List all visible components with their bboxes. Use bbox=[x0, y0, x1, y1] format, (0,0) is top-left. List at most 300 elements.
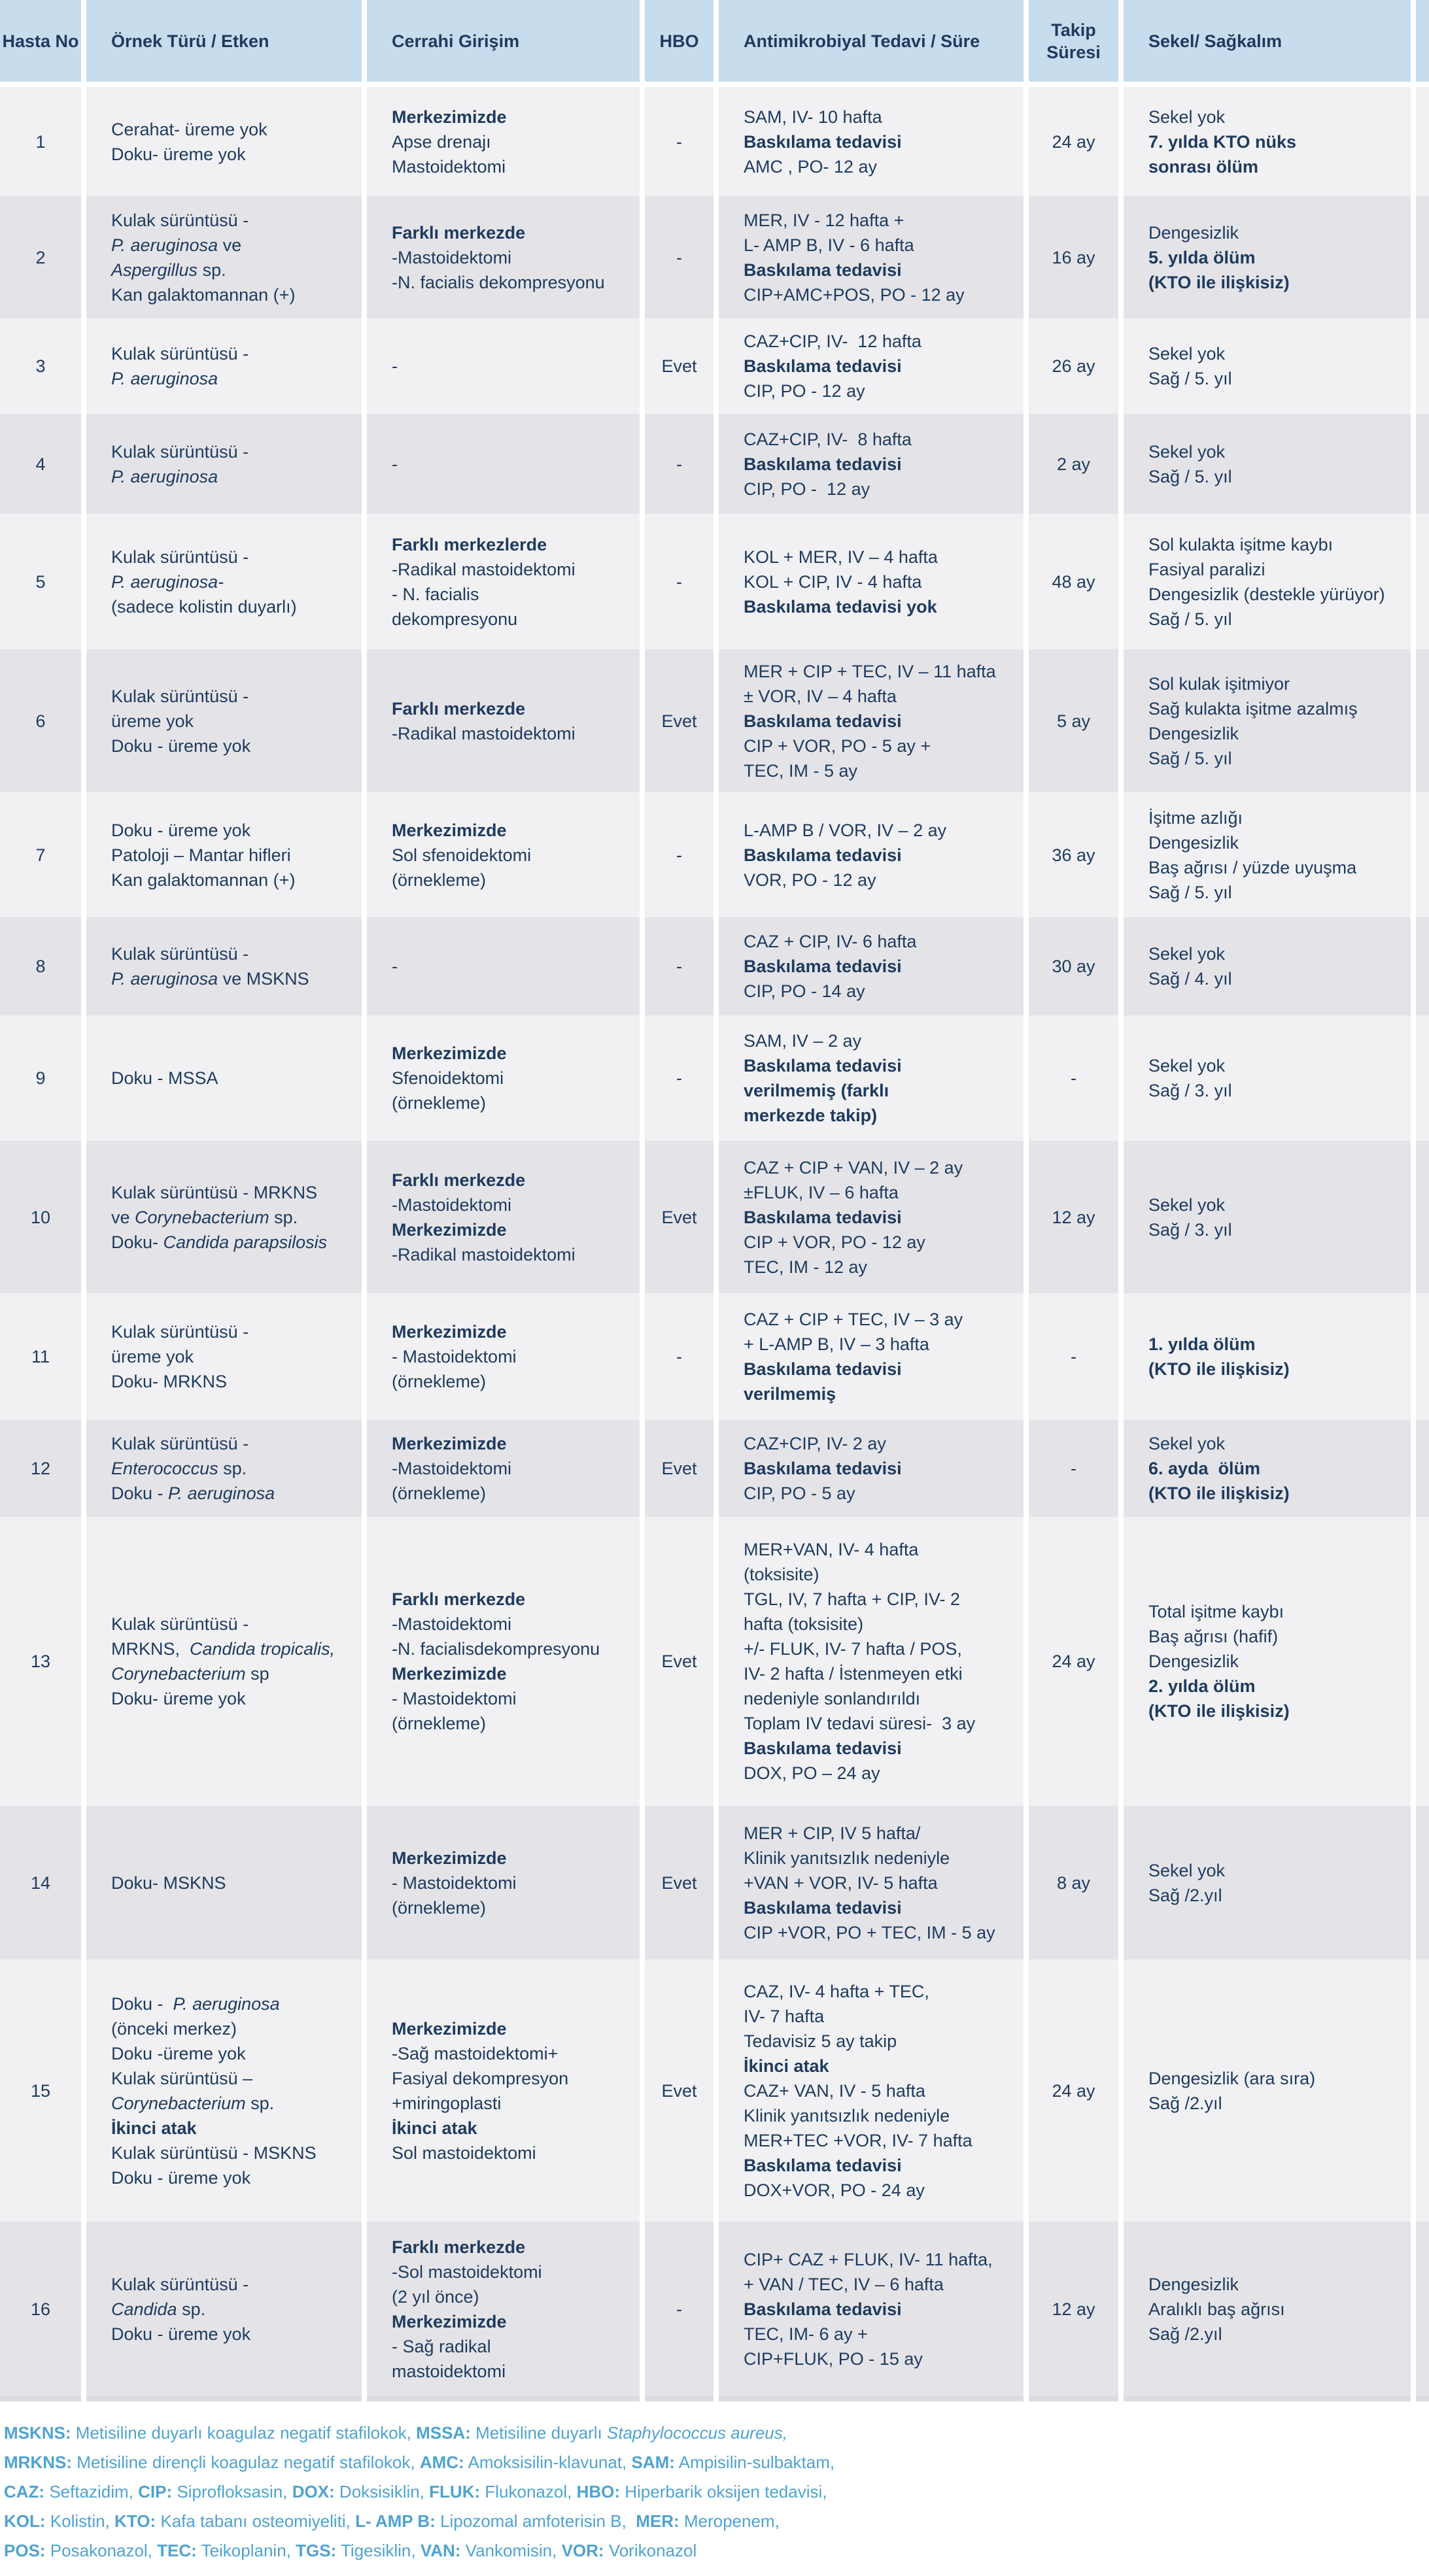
text-line: P. aeruginosa bbox=[111, 369, 218, 388]
text-line: Sol mastoidektomi bbox=[392, 2143, 536, 2163]
cell-ornek-turu bbox=[86, 1806, 362, 1959]
text-line: Sağ / 5. yıl bbox=[1148, 882, 1232, 902]
table-row-16 bbox=[0, 2222, 1429, 2401]
text-line: Merkezimizde bbox=[392, 1434, 507, 1453]
cell-antimikrobiyal-tedavi bbox=[719, 196, 1024, 318]
cell-hbo: Evet bbox=[645, 1420, 714, 1517]
text-line: Baskılama tedavisi bbox=[744, 711, 902, 731]
cell-edge-sliver bbox=[1416, 649, 1429, 792]
cell-takip-suresi: 26 ay bbox=[1029, 318, 1118, 414]
text-line: - bbox=[392, 454, 398, 474]
text-line: Doku- MSKNS bbox=[111, 1873, 226, 1893]
cell-hasta-no: 9 bbox=[0, 1015, 81, 1141]
table-row-3 bbox=[0, 318, 1429, 414]
cell-hasta-no: 6 bbox=[0, 649, 81, 792]
cell-sekel-sagkalim bbox=[1124, 1517, 1411, 1806]
text-line: CIP, PO - 5 ay bbox=[744, 1483, 855, 1503]
text-line: Candida sp. bbox=[111, 2299, 206, 2319]
cell-sekel-sagkalim bbox=[1124, 2222, 1411, 2401]
cell-hasta-no: 8 bbox=[0, 917, 81, 1015]
text-line: TEC, IM- 6 ay + bbox=[744, 2324, 868, 2344]
cell-cerrahi-girisim bbox=[367, 1959, 640, 2222]
text-line: KOL + CIP, IV - 4 hafta bbox=[744, 571, 922, 592]
text-line: İşitme azlığı bbox=[1148, 807, 1243, 828]
text-line: -N. facialis dekompresyonu bbox=[392, 272, 605, 292]
text-line: CAZ + CIP, IV- 6 hafta bbox=[744, 932, 917, 951]
cell-edge-sliver bbox=[1416, 1293, 1429, 1420]
cell-edge-sliver bbox=[1416, 917, 1429, 1015]
text-line: Farklı merkezde bbox=[392, 1170, 526, 1190]
cell-hbo: - bbox=[645, 2222, 714, 2401]
text-line: MER + CIP + TEC, IV – 11 hafta bbox=[744, 661, 996, 681]
text-line: Sağ / 5. yıl bbox=[1148, 466, 1232, 486]
text-line: (örnekleme) bbox=[392, 1714, 487, 1733]
text-line: Merkezimizde bbox=[392, 2311, 507, 2331]
text-line: DOX, PO – 24 ay bbox=[744, 1763, 880, 1783]
cell-hasta-no: 2 bbox=[0, 196, 81, 318]
cell-hbo: - bbox=[645, 414, 714, 514]
text-line: Patoloji – Mantar hifleri bbox=[111, 845, 291, 865]
cell-cerrahi-girisim bbox=[367, 1293, 640, 1420]
text-line: Doku -üreme yok bbox=[111, 2043, 246, 2063]
text-line: İkinci atak bbox=[111, 2118, 197, 2138]
text-line: Kulak sürüntüsü - bbox=[111, 1322, 249, 1342]
text-line: Dengesizlik (ara sıra) bbox=[1148, 2068, 1316, 2088]
text-line: + L-AMP B, IV – 3 hafta bbox=[744, 1334, 929, 1354]
text-line: Enterococcus sp. bbox=[111, 1459, 247, 1478]
text-line: ± VOR, IV – 4 hafta bbox=[744, 686, 897, 706]
text-line: Merkezimizde bbox=[392, 1664, 507, 1684]
text-line: VOR, PO - 12 ay bbox=[744, 870, 876, 890]
text-line: -Radikal mastoidektomi bbox=[392, 1244, 576, 1264]
cell-antimikrobiyal-tedavi bbox=[719, 917, 1024, 1015]
text-line: Farklı merkezde bbox=[392, 222, 526, 243]
text-line: Farklı merkezde bbox=[392, 2237, 526, 2257]
text-line: Sekel yok bbox=[1148, 944, 1226, 964]
text-line: TEC, IM - 5 ay bbox=[744, 760, 858, 781]
text-line: + VAN / TEC, IV – 6 hafta bbox=[744, 2274, 944, 2294]
cell-hasta-no: 3 bbox=[0, 318, 81, 414]
cell-sekel-sagkalim bbox=[1124, 514, 1411, 649]
text-line: CAZ, IV- 4 hafta + TEC, bbox=[744, 1981, 929, 2001]
text-line: verilmemiş (farklı bbox=[744, 1081, 889, 1100]
text-line: Sağ / 5. yıl bbox=[1148, 609, 1232, 629]
text-line: -Mastoidektomi bbox=[392, 247, 512, 267]
cell-antimikrobiyal-tedavi bbox=[719, 87, 1024, 196]
text-line: Kulak sürüntüsü - bbox=[111, 1614, 249, 1634]
text-line: Baş ağrısı (hafif) bbox=[1148, 1627, 1279, 1646]
cell-takip-suresi: 48 ay bbox=[1029, 514, 1118, 649]
cell-cerrahi-girisim bbox=[367, 792, 640, 917]
cell-antimikrobiyal-tedavi bbox=[719, 1141, 1024, 1293]
text-line: Sağ / 4. yıl bbox=[1148, 969, 1232, 989]
text-line: Corynebacterium sp. bbox=[111, 2093, 275, 2113]
cell-antimikrobiyal-tedavi bbox=[719, 2222, 1024, 2401]
text-line: TEC, IM - 12 ay bbox=[744, 1257, 868, 1277]
cell-hbo: Evet bbox=[645, 1959, 714, 2222]
text-line: Sfenoidektomi bbox=[392, 1068, 504, 1088]
cell-takip-suresi: 2 ay bbox=[1029, 414, 1118, 514]
text-line: CAZ+ VAN, IV - 5 hafta bbox=[744, 2080, 925, 2101]
text-line: P. aeruginosa- bbox=[111, 571, 224, 592]
text-line: Tedavisiz 5 ay takip bbox=[744, 2031, 897, 2051]
text-line: Sekel yok bbox=[1148, 344, 1226, 364]
cell-antimikrobiyal-tedavi bbox=[719, 514, 1024, 649]
text-line: Baskılama tedavisi bbox=[744, 845, 902, 865]
text-line: CIP, PO - 14 ay bbox=[744, 981, 865, 1001]
cell-ornek-turu bbox=[86, 414, 362, 514]
text-line: hafta (toksisite) bbox=[744, 1614, 864, 1634]
cell-takip-suresi: 24 ay bbox=[1029, 87, 1118, 196]
text-line: Cerahat- üreme yok bbox=[111, 119, 267, 139]
text-line: (KTO ile ilişkisiz) bbox=[1148, 1359, 1290, 1379]
cell-takip-suresi: 30 ay bbox=[1029, 917, 1118, 1015]
text-line: İkinci atak bbox=[392, 2118, 477, 2138]
text-line: Sağ / 5. yıl bbox=[1148, 369, 1232, 388]
text-line: +VAN + VOR, IV- 5 hafta bbox=[744, 1873, 938, 1893]
text-line: Doku - MSSA bbox=[111, 1068, 218, 1088]
text-line: CIP + VOR, PO - 12 ay bbox=[744, 1232, 925, 1252]
cell-hasta-no: 5 bbox=[0, 514, 81, 649]
text-line: CIP + VOR, PO - 5 ay + bbox=[744, 736, 931, 756]
cell-ornek-turu bbox=[86, 649, 362, 792]
cell-sekel-sagkalim bbox=[1124, 196, 1411, 318]
text-line: Doku - P. aeruginosa bbox=[111, 1483, 275, 1503]
text-line: IV- 7 hafta bbox=[744, 2006, 825, 2026]
cell-sekel-sagkalim bbox=[1124, 1293, 1411, 1420]
cell-antimikrobiyal-tedavi bbox=[719, 1517, 1024, 1806]
text-line: CIP+FLUK, PO - 15 ay bbox=[744, 2348, 923, 2369]
cell-takip-suresi: 12 ay bbox=[1029, 2222, 1118, 2401]
cell-takip-suresi: - bbox=[1029, 1015, 1118, 1141]
text-line: Baskılama tedavisi bbox=[744, 260, 902, 280]
text-line: Sağ / 3. yıl bbox=[1148, 1219, 1232, 1240]
text-line: CAZ + CIP + VAN, IV – 2 ay bbox=[744, 1157, 963, 1178]
table-row-2 bbox=[0, 196, 1429, 318]
text-line: Toplam IV tedavi süresi- 3 ay bbox=[744, 1714, 976, 1733]
cell-hasta-no: 13 bbox=[0, 1517, 81, 1806]
col-header-takip-suresi: Takip Süresi bbox=[1029, 0, 1118, 82]
text-line: -Mastoidektomi bbox=[392, 1459, 512, 1478]
footnote-line: KOL: Kolistin, KTO: Kafa tabanı osteomiyeliti, L- AMP B: Lipozomal amfoterisin B, MER: Meropenem, bbox=[4, 2511, 780, 2531]
text-line: MER+VAN, IV- 4 hafta bbox=[744, 1540, 919, 1559]
text-line: - Mastoidektomi bbox=[392, 1347, 517, 1366]
table-row-9 bbox=[0, 1015, 1429, 1141]
text-line: -Radikal mastoidektomi bbox=[392, 723, 576, 743]
text-line: Aralıklı baş ağrısı bbox=[1148, 2299, 1285, 2319]
text-line: Merkezimizde bbox=[392, 1322, 507, 1342]
text-line: CIP, PO - 12 ay bbox=[744, 381, 865, 401]
text-line: Sağ /2.yıl bbox=[1148, 1885, 1222, 1905]
text-line: Doku - P. aeruginosa bbox=[111, 1993, 280, 2014]
text-line: Baskılama tedavisi bbox=[744, 1359, 902, 1379]
text-line: Merkezimizde bbox=[392, 1219, 507, 1240]
text-line: - Mastoidektomi bbox=[392, 1873, 517, 1893]
cell-antimikrobiyal-tedavi bbox=[719, 1420, 1024, 1517]
text-line: Dengesizlik (destekle yürüyor) bbox=[1148, 584, 1385, 604]
text-line: Sağ /2.yıl bbox=[1148, 2093, 1222, 2113]
text-line: 1. yılda ölüm bbox=[1148, 1334, 1256, 1354]
text-line: Fasiyal paralizi bbox=[1148, 559, 1265, 579]
cell-sekel-sagkalim bbox=[1124, 1959, 1411, 2222]
text-line: TGL, IV, 7 hafta + CIP, IV- 2 bbox=[744, 1589, 960, 1609]
text-line: Baskılama tedavisi bbox=[744, 1207, 902, 1227]
cell-hasta-no: 14 bbox=[0, 1806, 81, 1959]
cell-cerrahi-girisim bbox=[367, 1517, 640, 1806]
text-line: -N. facialisdekompresyonu bbox=[392, 1639, 600, 1659]
footnote-line: POS: Posakonazol, TEC: Teikoplanin, TGS: Tigesiklin, VAN: Vankomisin, VOR: Vorikonazol bbox=[4, 2541, 697, 2560]
cell-ornek-turu bbox=[86, 792, 362, 917]
text-line: CIP+AMC+POS, PO - 12 ay bbox=[744, 284, 965, 305]
cell-hbo: - bbox=[645, 792, 714, 917]
text-line: Doku- üreme yok bbox=[111, 1689, 246, 1708]
text-line: Dengesizlik bbox=[1148, 1652, 1239, 1671]
cell-antimikrobiyal-tedavi bbox=[719, 792, 1024, 917]
cell-cerrahi-girisim bbox=[367, 2222, 640, 2401]
text-line: Farklı merkezlerde bbox=[392, 534, 547, 554]
cell-edge-sliver bbox=[1416, 1517, 1429, 1806]
text-line: Kulak sürüntüsü - bbox=[111, 686, 249, 706]
cell-sekel-sagkalim bbox=[1124, 318, 1411, 414]
cell-hbo: Evet bbox=[645, 1141, 714, 1293]
table-row-4 bbox=[0, 414, 1429, 514]
text-line: Baskılama tedavisi bbox=[744, 1459, 902, 1478]
text-line: Mastoidektomi bbox=[392, 156, 506, 177]
cell-sekel-sagkalim bbox=[1124, 792, 1411, 917]
text-line: Sekel yok bbox=[1148, 107, 1226, 127]
text-line: Sekel yok bbox=[1148, 1056, 1226, 1076]
cell-cerrahi-girisim bbox=[367, 1015, 640, 1141]
cell-ornek-turu bbox=[86, 1517, 362, 1806]
col-header-hasta-no: Hasta No bbox=[0, 0, 81, 82]
cell-sekel-sagkalim bbox=[1124, 87, 1411, 196]
cell-ornek-turu bbox=[86, 1141, 362, 1293]
cell-ornek-turu bbox=[86, 1293, 362, 1420]
cell-ornek-turu bbox=[86, 318, 362, 414]
text-line: P. aeruginosa ve MSKNS bbox=[111, 969, 309, 989]
text-line: İkinci atak bbox=[744, 2056, 829, 2076]
text-line: Baskılama tedavisi bbox=[744, 454, 902, 474]
table-row-15 bbox=[0, 1959, 1429, 2222]
cell-cerrahi-girisim bbox=[367, 1141, 640, 1293]
text-line: IV- 2 hafta / İstenmeyen etki bbox=[744, 1664, 963, 1684]
cell-ornek-turu bbox=[86, 1015, 362, 1141]
cell-sekel-sagkalim bbox=[1124, 1141, 1411, 1293]
text-line: Baskılama tedavisi bbox=[744, 1056, 902, 1076]
cell-sekel-sagkalim bbox=[1124, 414, 1411, 514]
text-line: MER + CIP, IV 5 hafta/ bbox=[744, 1823, 921, 1843]
text-line: 5. yılda ölüm bbox=[1148, 247, 1256, 267]
text-line: Apse drenajı bbox=[392, 131, 491, 152]
text-line: KOL + MER, IV – 4 hafta bbox=[744, 547, 938, 567]
cell-edge-sliver bbox=[1416, 87, 1429, 196]
footnote-line: MSKNS: Metisiline duyarlı koagulaz negatif stafilokok, MSSA: Metisiline duyarlı Staphylococcus aureus, bbox=[4, 2423, 787, 2443]
text-line: Sağ / 3. yıl bbox=[1148, 1081, 1232, 1100]
text-line: SAM, IV – 2 ay bbox=[744, 1031, 862, 1051]
text-line: - bbox=[392, 957, 398, 976]
text-line: - Sağ radikal bbox=[392, 2336, 491, 2356]
text-line: (sadece kolistin duyarlı) bbox=[111, 596, 297, 617]
cell-ornek-turu bbox=[86, 2222, 362, 2401]
table-row-8 bbox=[0, 917, 1429, 1015]
table-row-12 bbox=[0, 1420, 1429, 1517]
text-line: (örnekleme) bbox=[392, 1093, 487, 1113]
table-row-13 bbox=[0, 1517, 1429, 1806]
cell-hasta-no: 15 bbox=[0, 1959, 81, 2222]
table-row-5 bbox=[0, 514, 1429, 649]
cell-ornek-turu bbox=[86, 1959, 362, 2222]
text-line: 7. yılda KTO nüks bbox=[1148, 131, 1297, 152]
text-line: Doku- MRKNS bbox=[111, 1372, 228, 1391]
table-row-7 bbox=[0, 792, 1429, 917]
text-line: Corynebacterium sp bbox=[111, 1664, 269, 1684]
cell-hbo: - bbox=[645, 196, 714, 318]
text-line: (KTO ile ilişkisiz) bbox=[1148, 272, 1290, 292]
text-line: AMC , PO- 12 ay bbox=[744, 156, 878, 177]
cell-edge-sliver bbox=[1416, 414, 1429, 514]
text-line: Merkezimizde bbox=[392, 1848, 507, 1868]
cell-takip-suresi: 16 ay bbox=[1029, 196, 1118, 318]
cell-hbo: Evet bbox=[645, 318, 714, 414]
text-line: üreme yok bbox=[111, 1347, 194, 1366]
text-line: Doku - üreme yok bbox=[111, 2324, 251, 2344]
text-line: (2 yıl önce) bbox=[392, 2286, 479, 2307]
text-line: L-AMP B / VOR, IV – 2 ay bbox=[744, 820, 947, 840]
cell-edge-sliver bbox=[1416, 1420, 1429, 1517]
cell-antimikrobiyal-tedavi bbox=[719, 1959, 1024, 2222]
text-line: Kan galaktomannan (+) bbox=[111, 870, 296, 890]
text-line: Doku - üreme yok bbox=[111, 736, 251, 756]
text-line: (KTO ile ilişkisiz) bbox=[1148, 1483, 1290, 1503]
text-line: (önceki merkez) bbox=[111, 2018, 237, 2039]
text-line: Klinik yanıtsızlık nedeniyle bbox=[744, 1848, 950, 1868]
text-line: (örnekleme) bbox=[392, 870, 487, 890]
cell-antimikrobiyal-tedavi bbox=[719, 414, 1024, 514]
text-line: Klinik yanıtsızlık nedeniyle bbox=[744, 2105, 950, 2126]
cell-edge-sliver bbox=[1416, 514, 1429, 649]
text-line: (toksisite) bbox=[744, 1565, 819, 1584]
text-line: Kulak sürüntüsü – bbox=[111, 2068, 253, 2088]
text-line: CAZ+CIP, IV- 8 hafta bbox=[744, 429, 912, 449]
text-line: Sekel yok bbox=[1148, 1860, 1226, 1880]
cell-hasta-no: 12 bbox=[0, 1420, 81, 1517]
footnote-line: MRKNS: Metisiline dirençli koagulaz negatif stafilokok, AMC: Amoksisilin-klavunat, SAM: Ampisilin-sulbaktam, bbox=[4, 2452, 835, 2472]
cell-takip-suresi: 24 ay bbox=[1029, 1517, 1118, 1806]
table-body bbox=[0, 87, 1429, 2401]
text-line: Merkezimizde bbox=[392, 820, 507, 840]
cell-antimikrobiyal-tedavi bbox=[719, 318, 1024, 414]
text-line: Baskılama tedavisi bbox=[744, 1897, 902, 1918]
text-line: Farklı merkezde bbox=[392, 1589, 526, 1609]
text-line: Kulak sürüntüsü - bbox=[111, 547, 249, 567]
text-line: Sağ /2.yıl bbox=[1148, 2324, 1222, 2344]
text-line: Kulak sürüntüsü - bbox=[111, 210, 249, 230]
table-row-11 bbox=[0, 1293, 1429, 1420]
text-line: Dengesizlik bbox=[1148, 723, 1239, 743]
text-line: Farklı merkezde bbox=[392, 698, 526, 719]
cell-sekel-sagkalim bbox=[1124, 1420, 1411, 1517]
text-line: CAZ+CIP, IV- 2 ay bbox=[744, 1434, 886, 1453]
text-line: P. aeruginosa ve bbox=[111, 235, 242, 255]
text-line: CAZ + CIP + TEC, IV – 3 ay bbox=[744, 1310, 963, 1329]
text-line: merkezde takip) bbox=[744, 1106, 878, 1125]
cell-cerrahi-girisim bbox=[367, 414, 640, 514]
cell-hbo: Evet bbox=[645, 1806, 714, 1959]
text-line: Baş ağrısı / yüzde uyuşma bbox=[1148, 857, 1357, 877]
text-line: Dengesizlik bbox=[1148, 2274, 1239, 2294]
text-line: CAZ+CIP, IV- 12 hafta bbox=[744, 331, 921, 351]
cell-cerrahi-girisim bbox=[367, 196, 640, 318]
text-line: Dengesizlik bbox=[1148, 222, 1239, 243]
text-line: Baskılama tedavisi yok bbox=[744, 596, 937, 617]
text-line: ±FLUK, IV – 6 hafta bbox=[744, 1182, 899, 1202]
cell-edge-sliver bbox=[1416, 318, 1429, 414]
text-line: Merkezimizde bbox=[392, 1043, 507, 1063]
text-line: Baskılama tedavisi bbox=[744, 131, 902, 152]
cell-antimikrobiyal-tedavi bbox=[719, 1806, 1024, 1959]
cell-sekel-sagkalim bbox=[1124, 1806, 1411, 1959]
col-header-ornek-turu: Örnek Türü / Etken bbox=[86, 0, 362, 82]
text-line: Baskılama tedavisi bbox=[744, 2155, 902, 2175]
cell-ornek-turu bbox=[86, 1420, 362, 1517]
text-line: Sekel yok bbox=[1148, 441, 1226, 462]
cell-takip-suresi: - bbox=[1029, 1293, 1118, 1420]
text-line: sonrası ölüm bbox=[1148, 156, 1259, 177]
cell-hbo: - bbox=[645, 1015, 714, 1141]
text-line: - bbox=[392, 356, 398, 376]
cell-edge-sliver bbox=[1416, 1015, 1429, 1141]
text-line: Sağ kulakta işitme azalmış bbox=[1148, 698, 1358, 719]
text-line: P. aeruginosa bbox=[111, 466, 218, 486]
cell-sekel-sagkalim bbox=[1124, 917, 1411, 1015]
text-line: DOX+VOR, PO - 24 ay bbox=[744, 2180, 925, 2200]
text-line: Sekel yok bbox=[1148, 1434, 1226, 1453]
text-line: Baskılama tedavisi bbox=[744, 356, 902, 376]
text-line: (KTO ile ilişkisiz) bbox=[1148, 1701, 1290, 1721]
text-line: Kulak sürüntüsü - bbox=[111, 1434, 249, 1453]
text-line: 2. yılda ölüm bbox=[1148, 1676, 1256, 1696]
text-line: Merkezimizde bbox=[392, 107, 507, 127]
text-line: Fasiyal dekompresyon bbox=[392, 2068, 569, 2088]
text-line: MRKNS, Candida tropicalis, bbox=[111, 1639, 336, 1659]
table-header-row bbox=[0, 0, 1429, 82]
table-row-1 bbox=[0, 87, 1429, 196]
text-line: (örnekleme) bbox=[392, 1897, 487, 1918]
text-line: -Sağ mastoidektomi+ bbox=[392, 2043, 559, 2063]
text-line: Total işitme kaybı bbox=[1148, 1602, 1284, 1621]
cell-sekel-sagkalim bbox=[1124, 649, 1411, 792]
cell-cerrahi-girisim bbox=[367, 318, 640, 414]
text-line: -Mastoidektomi bbox=[392, 1614, 512, 1634]
cell-ornek-turu bbox=[86, 196, 362, 318]
cell-takip-suresi: 5 ay bbox=[1029, 649, 1118, 792]
cell-hbo: Evet bbox=[645, 649, 714, 792]
cell-hasta-no: 1 bbox=[0, 87, 81, 196]
text-line: +/- FLUK, IV- 7 hafta / POS, bbox=[744, 1639, 962, 1659]
text-line: (örnekleme) bbox=[392, 1483, 487, 1503]
text-line: Kulak sürüntüsü - bbox=[111, 344, 249, 364]
text-line: Kulak sürüntüsü - bbox=[111, 441, 249, 462]
text-line: Doku - üreme yok bbox=[111, 820, 251, 840]
col-header-edge-sliver bbox=[1416, 0, 1429, 82]
col-header-sekel-sagkalim: Sekel/ Sağkalım bbox=[1124, 0, 1411, 82]
text-line: +miringoplasti bbox=[392, 2093, 502, 2113]
cell-edge-sliver bbox=[1416, 792, 1429, 917]
cell-takip-suresi: 36 ay bbox=[1029, 792, 1118, 917]
text-line: CIP, PO - 12 ay bbox=[744, 479, 870, 499]
text-line: Kan galaktomannan (+) bbox=[111, 284, 296, 305]
text-line: Dengesizlik bbox=[1148, 832, 1239, 853]
